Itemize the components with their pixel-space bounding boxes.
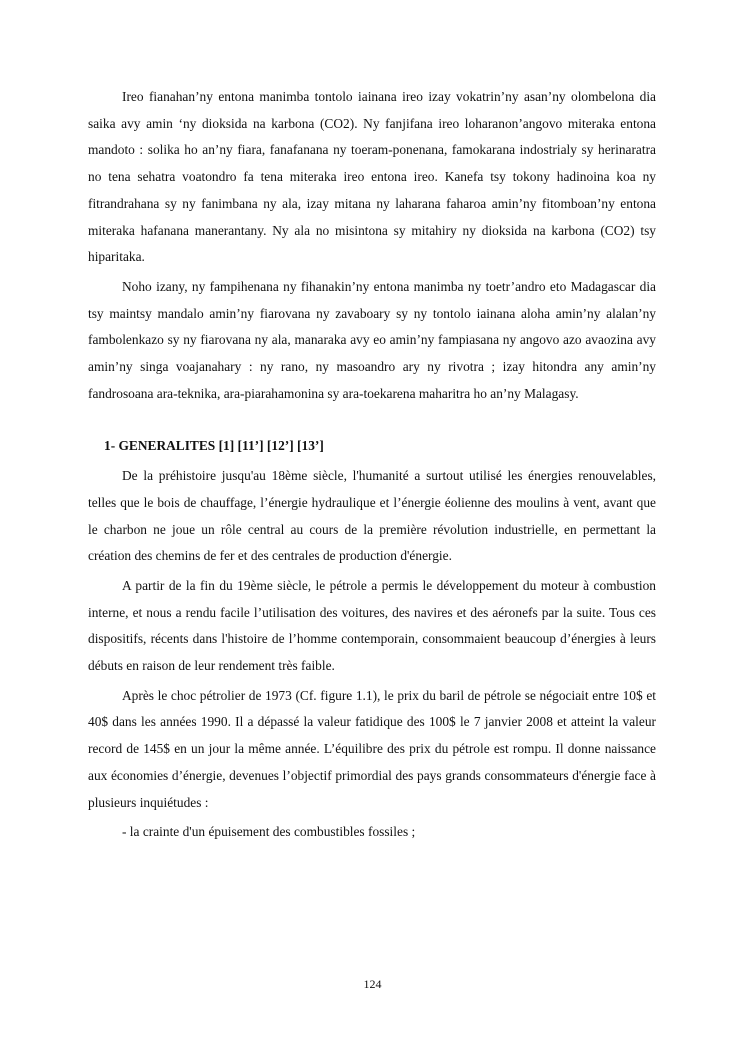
section-heading: 1- GENERALITES [1] [11’] [12’] [13’]	[104, 438, 324, 454]
paragraph: Après le choc pétrolier de 1973 (Cf. figure 1.1), le prix du baril de pétrole se négociait entre 10$ et 40$ dans les années 1990. Il a dépassé la valeur fatidique des 100$ le 7 janvier 2008 et atteint la valeur record de 145$ en un jour la même année. L’équilibre des prix du pétrole est rompu. Il donne naissance aux économies d’énergie, devenues l’objectif primordial des pays grands consommateurs d'énergie face à plusieurs inquiétudes :	[88, 687, 656, 810]
page-number: 124	[363, 977, 382, 991]
paragraph: Ireo fianahan’ny entona manimba tontolo iainana ireo izay vokatrin’ny asan’ny olombelona dia saika avy amin ‘ny dioksida na karbona (CO2). Ny fanjifana ireo loharanon’angovo miteraka entona mandoto : solika ho an’ny fiara, fanafanana ny toeram-ponenana, famokarana indostrialy sy herinaratra no tena sehatra voatondro fa tena miteraka ireo entona ireo. Kanefa tsy tokony hadinoina koa ny fitrandrahana sy ny fanimbana ny ala, izay mitana ny laharana faharoa amin’ny fitomboan’ny entona miteraka hafanana manerantany. Ny ala no misintona sy mitahiry ny dioksida na karbona (CO2) tsy hiparitaka.	[88, 89, 656, 265]
list-item: - la crainte d'un épuisement des combustibles fossiles ;	[122, 824, 416, 840]
page-body	[88, 84, 656, 846]
paragraph: De la préhistoire jusqu'au 18ème siècle, l'humanité a surtout utilisé les énergies renouvelables, telles que le bois de chauffage, l’énergie hydraulique et l’énergie éolienne des moulins à vent, avant que le charbon ne joue un rôle central au cours de la première révolution industrielle, en permettant la création des chemins de fer et des centrales de production d'énergie.	[88, 468, 656, 564]
paragraph: Noho izany, ny fampihenana ny fihanakin’ny entona manimba ny toetr’andro eto Madagascar dia tsy maintsy mandalo amin’ny fiarovana ny zavaboary sy ny tontolo iainana aloha amin’ny alalan’ny fambolenkazo sy ny fiarovana ny ala, manaraka avy eo amin’ny fampiasana ny angovo azo avaozina avy amin’ny singa voajanahary : ny rano, ny masoandro ary ny rivotra ; izay hitondra any amin’ny fandrosoana ara-teknika, ara-piarahamonina sy ara-toekarena maharitra ho an’ny Malagasy.	[88, 278, 656, 401]
paragraph: A partir de la fin du 19ème siècle, le pétrole a permis le développement du moteur à combustion interne, et nous a rendu facile l’utilisation des voitures, des navires et des aéronefs par la suite. Tous ces dispositifs, récents dans l'histoire de l’homme contemporain, consommaient beaucoup d’énergies à leurs débuts en raison de leur rendement très faible.	[88, 577, 656, 674]
